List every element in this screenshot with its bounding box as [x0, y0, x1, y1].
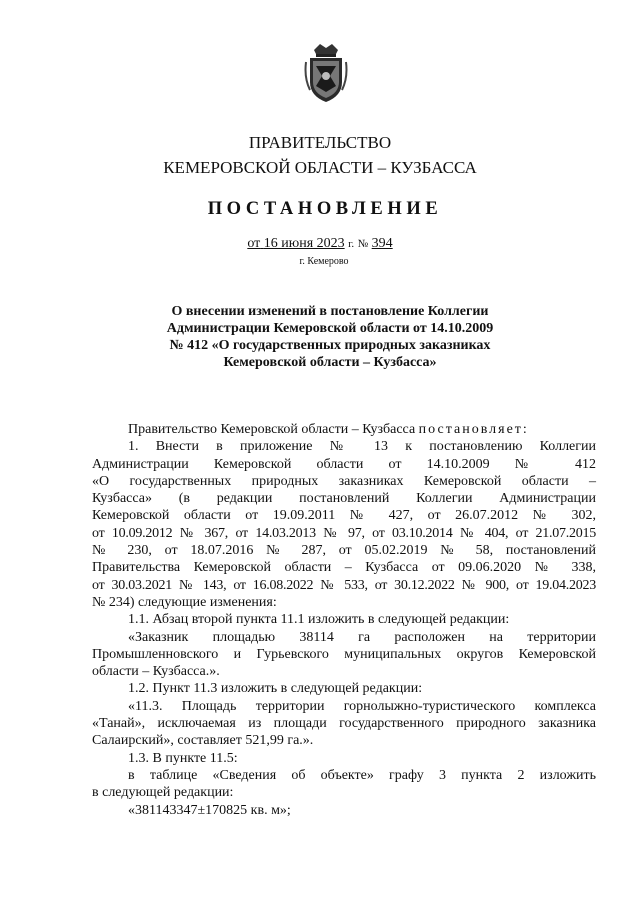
document-body [92, 421, 596, 819]
postanovlyaet-word: постановляет: [418, 422, 529, 437]
org-name-line1: ПРАВИТЕЛЬСТВО [248, 133, 392, 152]
paragraph-1-line: № 230, от 18.07.2016 № 287, от 05.02.2019 № 58, постановлений [92, 543, 596, 559]
intro-paragraph: Правительство Кемеровской области – Кузбасса постановляет: [128, 422, 529, 437]
number-sign: № [357, 238, 369, 250]
quote-2-line: «Танай», исключаемая из площади государственного природного заказника [92, 716, 596, 732]
paragraph-1-line: «О государственных природных заказниках Кемеровской области – [92, 473, 596, 489]
paragraph-1-line: Кузбасса» (в редакции постановлений Коллегии Администрации [92, 491, 596, 507]
city-label: г. Кемерово [299, 256, 349, 267]
document-type-title: ПОСТАНОВЛЕНИЕ [207, 199, 443, 219]
document-number: 394 [371, 236, 393, 251]
date-prefix: от [247, 236, 261, 251]
year-suffix: г. [348, 238, 355, 250]
paragraph-1-3: 1.3. В пункте 11.5: [128, 750, 238, 766]
paragraph-1-2: 1.2. Пункт 11.3 изложить в следующей редакции: [128, 681, 423, 697]
quote-2-line: Салаирский», составляет 521,99 га.». [92, 733, 314, 749]
paragraph-1-line: от 30.03.2021 № 143, от 16.08.2022 № 533, от 30.12.2022 № 900, от 19.04.2023 [92, 577, 596, 593]
paragraph-1-1: 1.1. Абзац второй пункта 11.1 изложить в следующей редакции: [128, 612, 510, 628]
subject-line: О внесении изменений в постановление Коллегии [171, 304, 489, 319]
document-date-line [0, 236, 640, 252]
quote-1-line: «Заказник площадью 38114 га расположен на территории [128, 629, 596, 645]
quote-3: «381143347±170825 кв. м»; [128, 802, 291, 818]
document-date: 16 июня 2023 [263, 236, 345, 251]
paragraph-1-3-line: в следующей редакции: [92, 785, 234, 801]
subject-title [120, 303, 540, 371]
paragraph-1-line: Администрации Кемеровской области от 14.10.2009 № 412 [92, 456, 596, 472]
subject-line: Администрации Кемеровской области от 14.10.2009 [166, 321, 494, 336]
quote-1-line: области – Кузбасса.». [92, 664, 220, 680]
quote-2-line: «11.3. Площадь территории горнолыжно-туристического комплекса [128, 698, 596, 714]
paragraph-1-line: 1. Внести в приложение № 13 к постановлению Коллегии [128, 439, 596, 455]
subject-line: Кемеровской области – Кузбасса» [223, 355, 437, 370]
paragraph-1-line: от 10.09.2012 № 367, от 14.03.2013 № 97, от 03.10.2014 № 404, от 21.07.2015 [92, 525, 596, 541]
paragraph-1-3-line: в таблице «Сведения об объекте» графу 3 пункта 2 изложить [128, 767, 596, 783]
coat-of-arms-icon [304, 42, 348, 104]
paragraph-1-line: № 234) следующие изменения: [92, 594, 277, 610]
paragraph-1-line: Кемеровской области от 19.09.2011 № 427, от 26.07.2012 № 302, [92, 508, 596, 524]
org-name-line2: КЕМЕРОВСКОЙ ОБЛАСТИ – КУЗБАССА [163, 158, 477, 177]
paragraph-1-line: Правительства Кемеровской области – Кузбасса от 09.06.2020 № 338, [92, 560, 596, 576]
quote-1-line: Промышленновского и Гурьевского муниципальных округов Кемеровской [92, 646, 596, 662]
subject-line: № 412 «О государственных природных заказниках [169, 338, 491, 353]
